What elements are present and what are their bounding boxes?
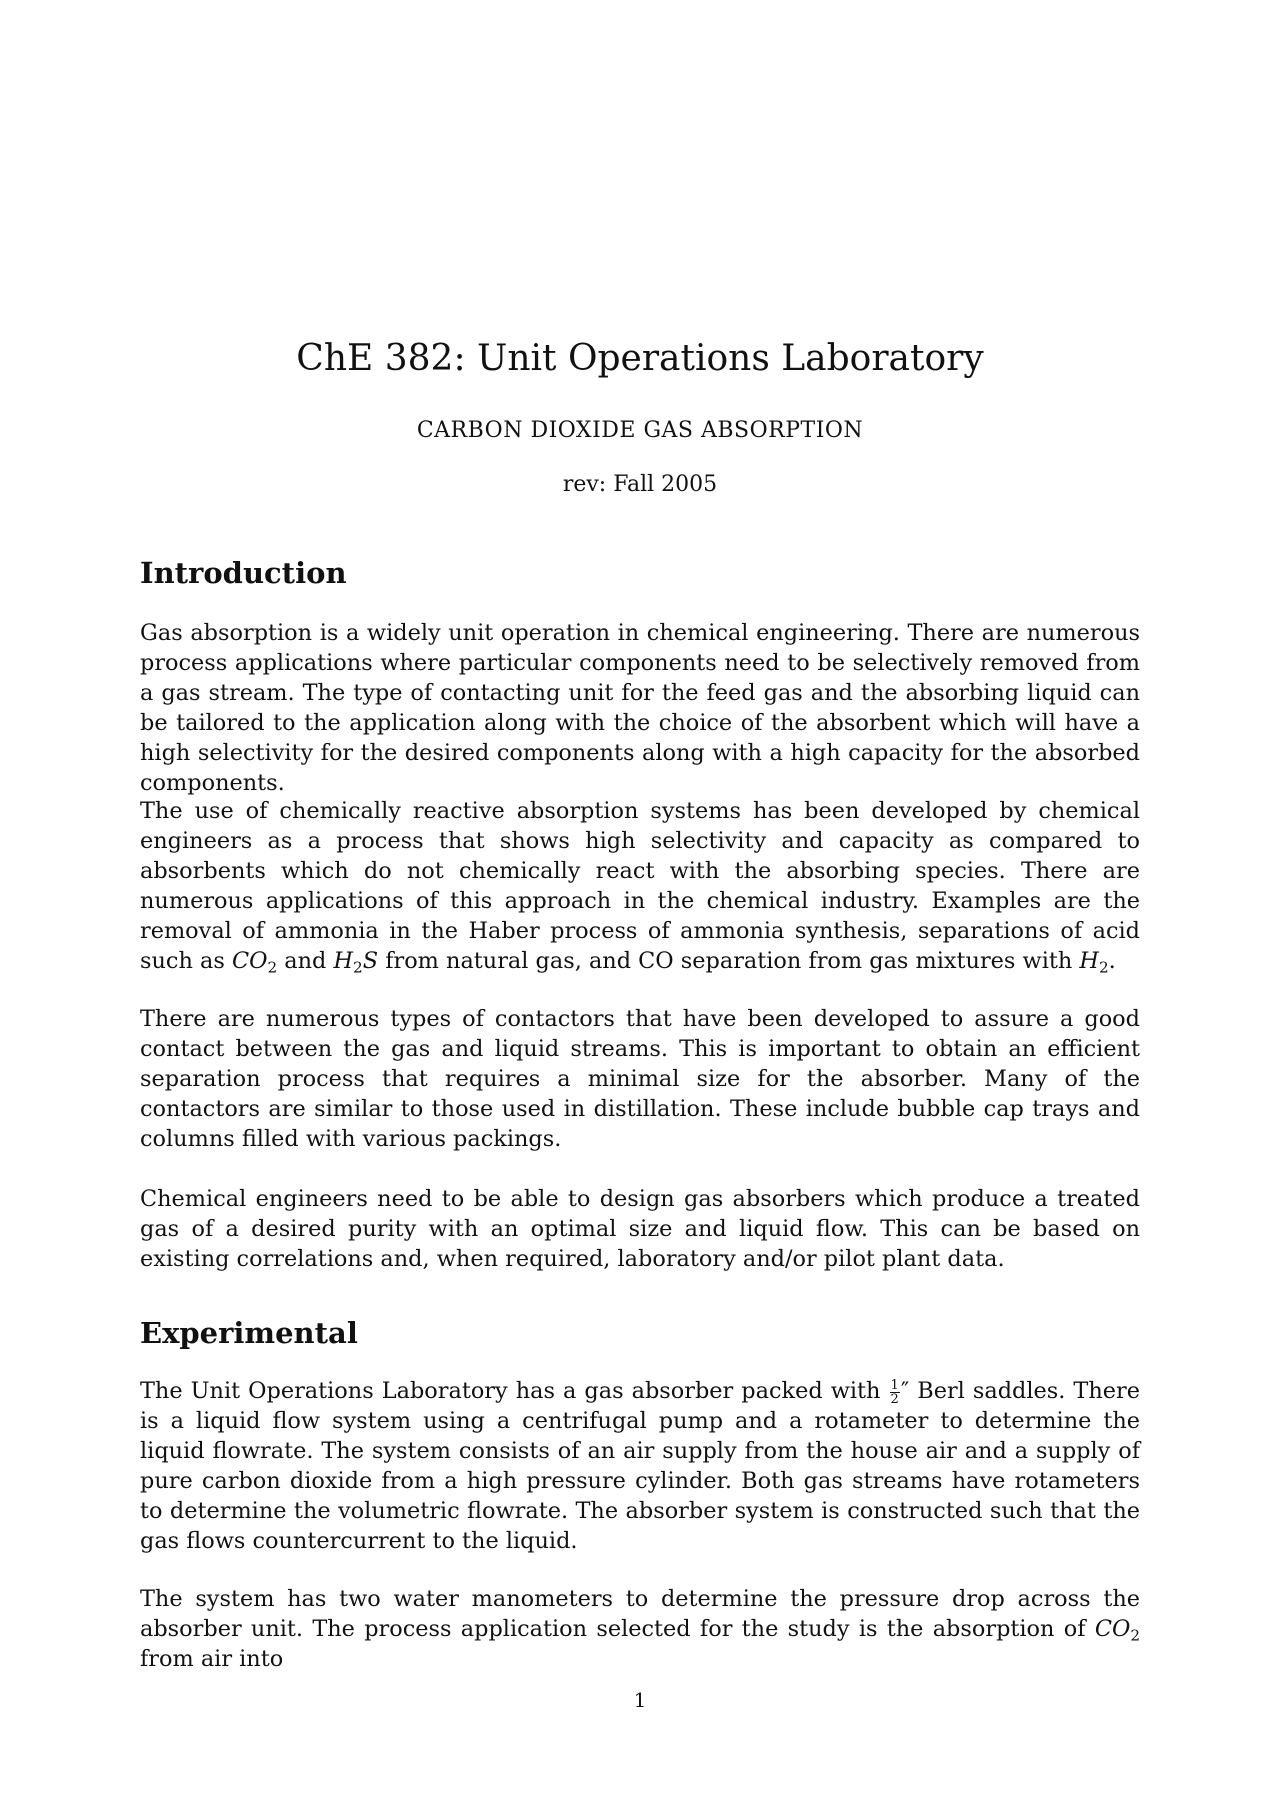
introduction-paragraph-2-text-a: The use of chemically reactive absorption systems has been developed by chemical engineers as a process that shows high selectivity and capacity as compared to absorbents which do not chemically react with the absorbing species. There are numerous applications of this approach in the chemical industry. Examples are the removal of ammonia in the Haber process of ammonia synthesis, separations of acid such as	[140, 798, 1140, 974]
formula-h2s-s: S	[362, 948, 379, 974]
conjunction-and: and	[284, 948, 327, 974]
formula-co2-experimental	[1094, 1616, 1140, 1645]
introduction-paragraph-1: Gas absorption is a widely unit operation in chemical engineering. There are numerous process applications where particular components need to be selectively removed from a gas stream. The type of contacting unit for the feed gas and the absorbing liquid can be tailored to the application along with the choice of the absorbent which will have a high selectivity for the desired components along with a high capacity for the absorbed components.	[140, 620, 1140, 796]
sentence-period: .	[1108, 948, 1116, 974]
formula-h2-subscript: 2	[1098, 958, 1109, 977]
formula-h2s-subscript: 2	[353, 958, 363, 977]
introduction-paragraph-2	[140, 796, 1140, 976]
formula-co2-subscript: 2	[267, 958, 278, 977]
experimental-paragraph-1-text-a: The Unit Operations Laboratory has a gas absorber packed with	[140, 1378, 881, 1404]
formula-h2-base: H	[1079, 948, 1099, 974]
experimental-paragraph-1-text-b: Berl saddles. There is a liquid flow system using a centrifugal pump and a rotameter to determine the liquid flowrate. The system consists of an air supply from the house air and a supply of pure carbon dioxide from a high pressure cylinder. Both gas streams have rotameters to determine the volumetric flowrate. The absorber system is constructed such that the gas flows countercurrent to the liquid.	[140, 1378, 1140, 1554]
experimental-paragraph-2-text-b: from air into	[140, 1646, 284, 1672]
formula-h2s-h: H	[333, 948, 354, 974]
document-subtitle: CARBON DIOXIDE GAS ABSORPTION	[416, 418, 864, 443]
revision-date: rev: Fall 2005	[562, 472, 718, 497]
experimental-paragraph-1	[140, 1376, 1140, 1556]
formula-co2-experimental-base: CO	[1094, 1616, 1131, 1642]
experimental-paragraph-2-text-a: The system has two water manometers to determine the pressure drop across the absorber unit. The process application selected for the study is the absorption of	[140, 1586, 1140, 1642]
fraction-one-half	[890, 1379, 900, 1406]
formula-co2	[231, 948, 278, 977]
fraction-numerator: 1	[890, 1377, 899, 1393]
formula-co2-base: CO	[231, 948, 268, 974]
inch-mark: ″	[900, 1378, 910, 1404]
page-number: 1	[633, 1688, 647, 1712]
formula-h2	[1079, 948, 1109, 977]
formula-h2s	[333, 948, 379, 977]
experimental-heading: Experimental	[140, 1316, 358, 1350]
formula-co2-experimental-subscript: 2	[1130, 1626, 1140, 1645]
introduction-paragraph-3: There are numerous types of contactors that have been developed to assure a good contact between the gas and liquid streams. This is important to obtain an efficient separation process that requires a minimal size for the absorber. Many of the contactors are similar to those used in distillation. These include bubble cap trays and columns filled with various packings.	[140, 1006, 1140, 1152]
experimental-paragraph-2	[140, 1584, 1140, 1674]
introduction-paragraph-2-text-b: from natural gas, and CO separation from gas mixtures with	[385, 948, 1073, 974]
introduction-paragraph-4: Chemical engineers need to be able to design gas absorbers which produce a treated gas of a desired purity with an optimal size and liquid flow. This can be based on existing correlations and, when required, laboratory and/or pilot plant data.	[140, 1186, 1140, 1272]
page-title: ChE 382: Unit Operations Laboratory	[296, 338, 984, 379]
introduction-heading: Introduction	[140, 556, 347, 590]
fraction-denominator: 2	[890, 1391, 899, 1407]
